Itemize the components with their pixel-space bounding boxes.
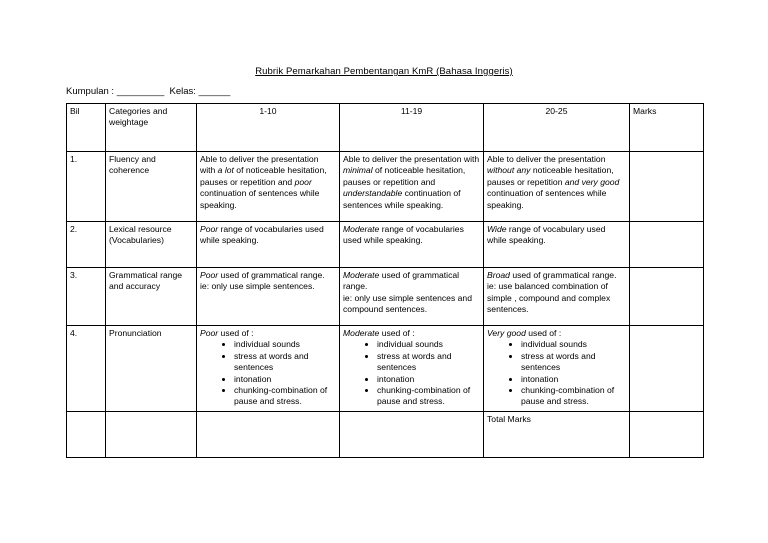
table-row [67,222,704,268]
band-2-descriptor: Moderate range of vocabularies used while speaking. [340,222,484,268]
row-number: 1. [67,152,106,222]
rubric-table [66,103,704,458]
row-category: Fluency and coherence [106,152,197,222]
list-item: • chunking-combination of pause and stress. [234,385,336,408]
header-row [67,104,704,152]
empty-cell [106,412,197,458]
empty-cell [67,412,106,458]
table-row [67,268,704,326]
band-1-descriptor: Poor used of grammatical range. ie: only use simple sentences. [197,268,340,326]
band-1-descriptor: Poor range of vocabularies used while speaking. [197,222,340,268]
row-number: 3. [67,268,106,326]
total-row [67,412,704,458]
header-categories: Categories and weightage [106,104,197,152]
band-1-descriptor: Able to deliver the presentation with a lot of noticeable hesitation, pauses or repetition and poor continuation of sentences while speaking. [197,152,340,222]
empty-cell [340,412,484,458]
total-marks-label: Total Marks [484,412,630,458]
band-3-descriptor: Very good used of : • individual sounds • stress at words and sentences • intonation • chunking-combination of pause and stress. [484,326,630,412]
list-item: • individual sounds [377,339,480,350]
header-band-11-19: 11-19 [340,104,484,152]
list-item: • individual sounds [234,339,336,350]
header-bil: Bil [67,104,106,152]
list-item: • chunking-combination of pause and stress. [521,385,626,408]
total-marks-value [630,412,704,458]
pronunciation-list [487,339,626,407]
marks-cell [630,152,704,222]
row-number: 2. [67,222,106,268]
pronunciation-list [200,339,336,407]
row-category: Pronunciation [106,326,197,412]
band-2-descriptor: Moderate used of grammatical range. ie: only use simple sentences and compound sentences. [340,268,484,326]
marks-cell [630,326,704,412]
band-3-descriptor: Able to deliver the presentation without any noticeable hesitation, pauses or repetition and very good continuation of sentences while speaking. [484,152,630,222]
header-marks: Marks [630,104,704,152]
header-band-20-25: 20-25 [484,104,630,152]
page-title: Rubrik Pemarkahan Pembentangan KmR (Bahasa Inggeris) [255,66,513,77]
marks-cell [630,268,704,326]
marks-cell [630,222,704,268]
header-band-1-10: 1-10 [197,104,340,152]
row-category: Lexical resource (Vocabularies) [106,222,197,268]
list-item: • intonation [521,374,626,385]
table-row [67,326,704,412]
table-row [67,152,704,222]
pronunciation-list [343,339,480,407]
list-item: • individual sounds [521,339,626,350]
band-3-descriptor: Broad used of grammatical range. ie: use balanced combination of simple , compound and complex sentences. [484,268,630,326]
row-number: 4. [67,326,106,412]
band-3-descriptor: Wide range of vocabulary used while speaking. [484,222,630,268]
row-category: Grammatical range and accuracy [106,268,197,326]
list-item: • chunking-combination of pause and stress. [377,385,480,408]
band-1-descriptor: Poor used of : • individual sounds • stress at words and sentences • intonation • chunking-combination of pause and stress. [197,326,340,412]
list-item: • stress at words and sentences [234,351,336,374]
band-2-descriptor: Moderate used of : • individual sounds • stress at words and sentences • intonation • chunking-combination of pause and stress. [340,326,484,412]
empty-cell [197,412,340,458]
list-item: • stress at words and sentences [521,351,626,374]
list-item: • intonation [377,374,480,385]
list-item: • stress at words and sentences [377,351,480,374]
band-2-descriptor: Able to deliver the presentation with minimal of noticeable hesitation, pauses or repetition and understandable continuation of sentences while speaking. [340,152,484,222]
group-class-line: Kumpulan : _________ Kelas: ______ [66,86,231,97]
list-item: • intonation [234,374,336,385]
